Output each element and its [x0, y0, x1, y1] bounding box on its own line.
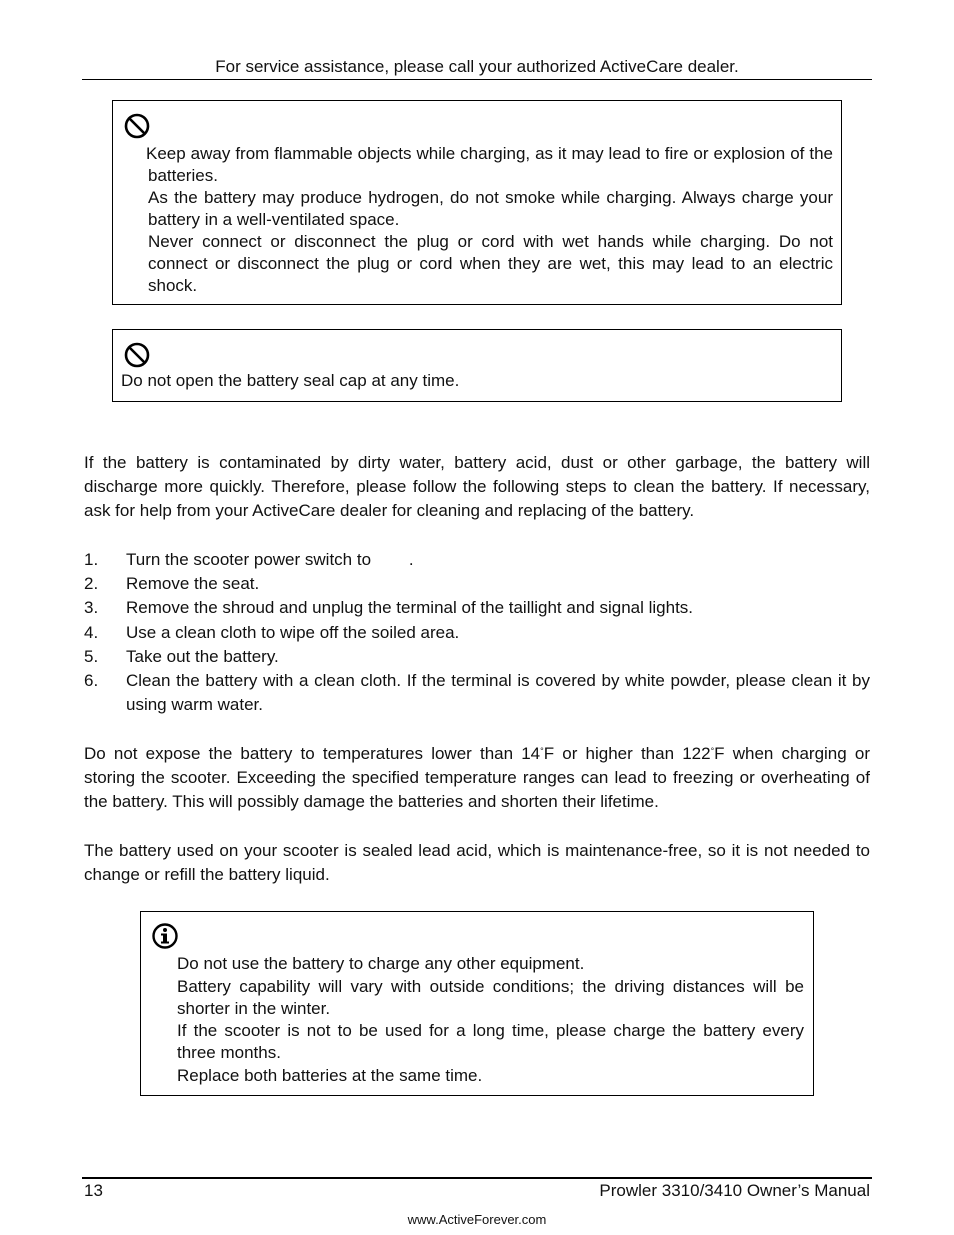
- prohibition-icon: [123, 112, 151, 140]
- degree-symbol: °: [710, 746, 715, 756]
- info-item: Do not use the battery to charge any other equipment.: [177, 954, 585, 973]
- footer-rule: [82, 1177, 872, 1179]
- warning-text: Do not open the battery seal cap at any time.: [121, 371, 460, 390]
- warning-item: Keep away from flammable objects while charging, as it may lead to fire or explosion of the batteries.: [146, 144, 833, 185]
- info-item: If the scooter is not to be used for a long time, please charge the battery every three months.: [177, 1021, 804, 1062]
- step-number: 5.: [84, 647, 99, 666]
- step-text: Clean the battery with a clean cloth. If the terminal is covered by white powder, please clean it by using warm water.: [126, 671, 870, 714]
- step-number: 6.: [84, 671, 99, 690]
- cleaning-intro: If the battery is contaminated by dirty water, battery acid, dust or other garbage, the battery will discharge more quickly. Therefore, please follow the following steps to clean the battery. If necessary, ask for help from your ActiveCare dealer for cleaning and replacing of the battery.: [84, 453, 870, 520]
- page-header: For service assistance, please call your authorized ActiveCare dealer.: [215, 57, 739, 76]
- temperature-text: F or higher than 122: [543, 744, 711, 763]
- step-number: 4.: [84, 623, 99, 642]
- step-text: Remove the shroud and unplug the terminal of the taillight and signal lights.: [126, 598, 694, 617]
- page-number: 13: [84, 1181, 103, 1200]
- step-number: 3.: [84, 598, 99, 617]
- info-item: Replace both batteries at the same time.: [177, 1066, 483, 1085]
- warning-item: Never connect or disconnect the plug or cord with wet hands while charging. Do not connect or disconnect the plug or cord when they are wet, this may lead to an electric shock.: [148, 232, 833, 295]
- warning-box-charging: [112, 100, 842, 305]
- step-text: Turn the scooter power switch to .: [126, 550, 414, 569]
- step-number: 1.: [84, 550, 99, 569]
- website-url: www.ActiveForever.com: [407, 1212, 547, 1227]
- step-number: 2.: [84, 574, 99, 593]
- info-box: [140, 911, 814, 1096]
- manual-title: Prowler 3310/3410 Owner’s Manual: [599, 1181, 870, 1200]
- info-item: Battery capability will vary with outside conditions; the driving distances will be shorter in the winter.: [177, 977, 804, 1018]
- temperature-text: F when charging or storing the scooter. Exceeding the specified temperature ranges can lead to freezing or overheating of the battery. This will possibly damage the batteries and shorten their lifetime.: [84, 744, 870, 811]
- info-icon: [151, 922, 179, 950]
- step-text: Take out the battery.: [126, 647, 279, 666]
- prohibition-icon: [123, 341, 151, 369]
- warning-item: As the battery may produce hydrogen, do not smoke while charging. Always charge your battery in a well-ventilated space.: [148, 188, 833, 229]
- step-text: Remove the seat.: [126, 574, 260, 593]
- temperature-paragraph: [84, 742, 870, 814]
- warning-box-seal-cap: [112, 329, 842, 402]
- degree-symbol: °: [540, 746, 544, 756]
- header-rule: [82, 79, 872, 80]
- temperature-text: Do not expose the battery to temperatures lower than 14: [84, 744, 541, 763]
- maintenance-paragraph: The battery used on your scooter is sealed lead acid, which is maintenance-free, so it is not needed to change or refill the battery liquid.: [84, 841, 870, 884]
- step-text: Use a clean cloth to wipe off the soiled area.: [126, 623, 460, 642]
